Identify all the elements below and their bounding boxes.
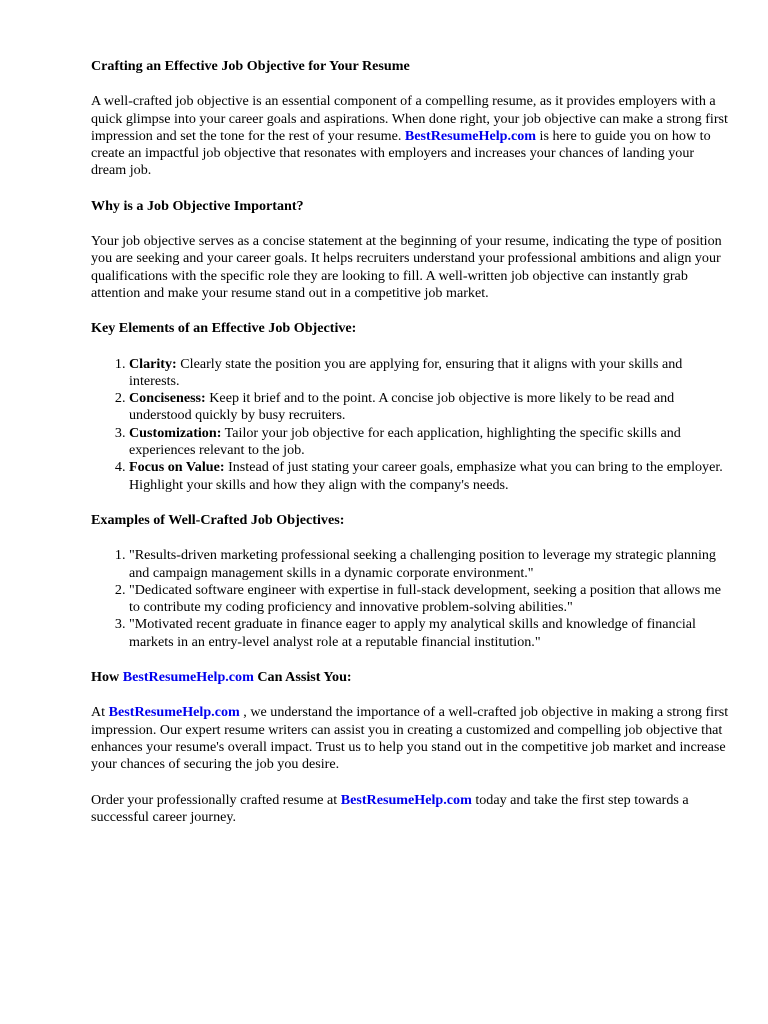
list-item	[129, 459, 731, 494]
element-text: Tailor your job objective for each application, highlighting the specific skills and experiences relevant to the job.	[129, 424, 681, 459]
order-text-after: today and take the first step towards a successful career journey.	[91, 791, 689, 825]
elements-heading: Key Elements of an Effective Job Objective:	[91, 320, 357, 337]
list-item	[129, 356, 731, 391]
list-item	[129, 390, 731, 425]
examples-list	[91, 547, 731, 651]
element-term: Focus on Value:	[129, 459, 225, 476]
element-text: Keep it brief and to the point. A concise job objective is more likely to be read and understood quickly by busy recruiters.	[129, 390, 675, 424]
element-text: Instead of just stating your career goals, emphasize what you can bring to the employer. Highlight your skills and how they align with the company's needs.	[129, 459, 723, 493]
why-heading: Why is a Job Objective Important?	[91, 197, 304, 214]
intro-paragraph	[91, 93, 731, 179]
assist-paragraph	[91, 704, 731, 773]
assist-heading	[91, 669, 731, 686]
assist-heading-after: Can Assist You:	[253, 669, 352, 686]
intro-text-before: A well-crafted job objective is an essential component of a compelling resume, as it provides employers with a quick glimpse into your career goals and aspirations. When done right, your job objective can make a strong first impression and set the tone for the rest of your resume.	[91, 93, 728, 144]
list-item: 1. "Results-driven marketing professional seeking a challenging position to leverage my strategic planning and campaign management skills in a dynamic corporate environment."	[129, 547, 731, 582]
order-text-before: Order your professionally crafted resume at	[91, 791, 341, 808]
list-item: 3. "Motivated recent graduate in finance eager to apply my analytical skills and knowledge of financial markets in an entry-level analyst role at a reputable financial institution."	[129, 616, 731, 651]
document-page	[91, 58, 731, 844]
element-term: Customization:	[129, 424, 222, 441]
assist-text-after: , we understand the importance of a well-crafted job objective in making a strong first impression. Our expert resume writers can assist you in creating a customized and compelling job objective that enhances your resume's overall impact. Trust us to help you stand out in the competitive job market and increase your chances of securing the job you desire.	[91, 704, 729, 773]
element-text: Clearly state the position you are applying for, ensuring that it aligns with your skills and interests.	[129, 355, 683, 389]
document-title: Crafting an Effective Job Objective for Your Resume	[91, 58, 410, 74]
assist-site-link[interactable]: BestResumeHelp.com	[108, 704, 240, 721]
intro-site-link[interactable]: BestResumeHelp.com	[404, 127, 537, 144]
order-paragraph	[91, 792, 731, 827]
examples-heading: Examples of Well-Crafted Job Objectives:	[91, 511, 345, 528]
list-item: 2. "Dedicated software engineer with expertise in full-stack development, seeking a position that allows me to contribute my coding proficiency and innovative problem-solving abilities."	[129, 582, 731, 617]
assist-text-before: At	[91, 704, 109, 721]
element-term: Conciseness:	[129, 390, 206, 407]
order-site-link[interactable]: BestResumeHelp.com	[340, 791, 472, 808]
assist-heading-before: How	[91, 669, 123, 686]
assist-heading-site-link[interactable]: BestResumeHelp.com	[122, 669, 254, 686]
intro-text-after: is here to guide you on how to create an impactful job objective that resonates with employers and increases your chances of landing your dream job.	[91, 127, 711, 179]
element-term: Clarity:	[129, 355, 177, 372]
why-paragraph: Your job objective serves as a concise statement at the beginning of your resume, indicating the type of position you are seeking and your career goals. It helps recruiters understand your professional ambitions and align your qualifications with the specific role they are looking to fill. A well-written job objective can instantly grab attention and make your resume stand out in a competitive job market.	[91, 233, 722, 301]
list-item	[129, 425, 731, 460]
elements-list	[91, 356, 731, 494]
